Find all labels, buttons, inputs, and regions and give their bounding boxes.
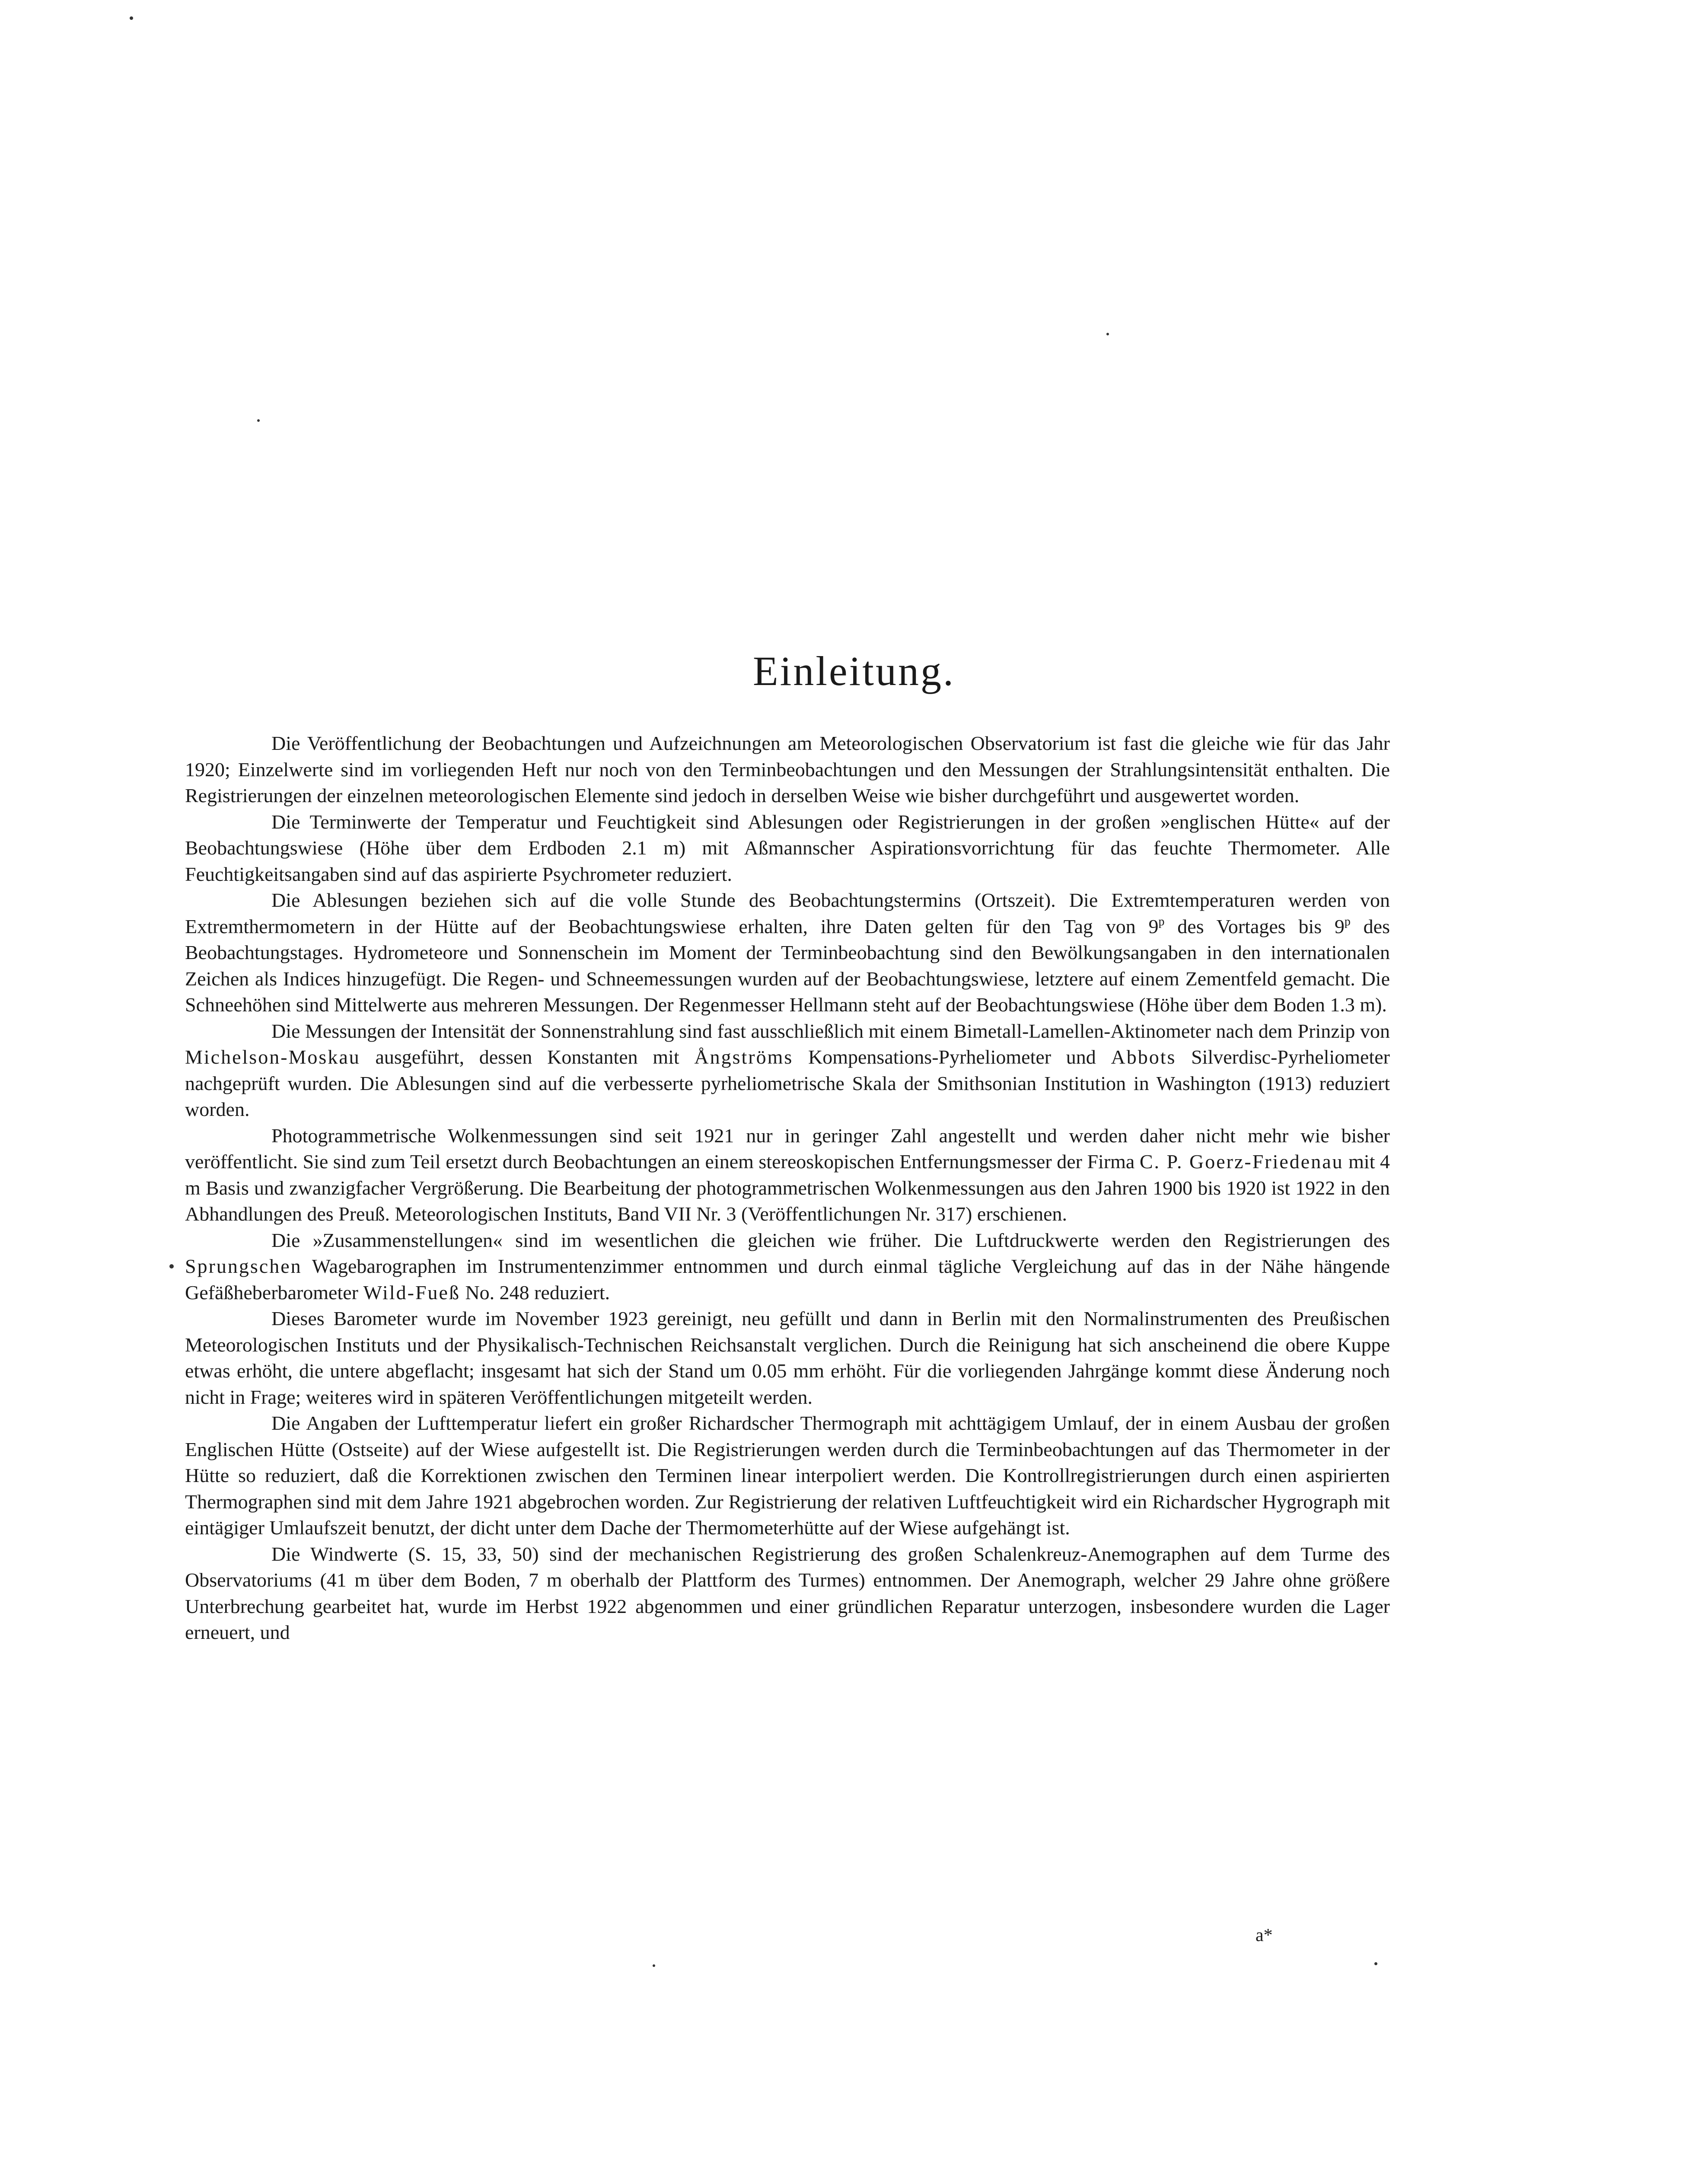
body-text bbox=[185, 730, 1390, 1646]
text-run: des Beobachtungstages. Hydrometeore und Sonnenschein im Moment der Terminbeobachtung sind den Bewölkungsangaben in den internationalen Zeichen als Indices hinzugefügt. Die Regen- und Schneemessungen wurden auf der Beobachtungswiese, letztere auf einem Zementfeld gemacht. Die Schneehöhen sind Mittelwerte aus mehreren Messungen. Der Regenmesser Hellmann steht auf der Beobachtungswiese (Höhe über dem Boden 1.3 m). bbox=[185, 915, 1390, 1016]
paragraph bbox=[185, 730, 1390, 809]
scan-speck bbox=[1374, 1962, 1377, 1965]
text-run: Die Veröffentlichung der Beobachtungen und Aufzeichnungen am Meteorologischen Observatorium ist fast die gleiche wie für das Jahr 1920; Einzelwerte sind im vorliegenden Heft nur noch von den Terminbeobachtungen und den Messungen der Strahlungsintensität enthalten. Die Registrierungen der einzelnen meteorologischen Elemente sind jedoch in derselben Weise wie bisher durchgeführt und ausgewertet worden. bbox=[185, 732, 1390, 806]
text-run: Wagebarographen im Instrumentenzimmer entnommen und durch einmal tägliche Vergleichung auf das in der Nähe hängende Gefäßheberbarometer bbox=[185, 1255, 1390, 1304]
superscript: p bbox=[1344, 915, 1351, 928]
paragraph bbox=[185, 1018, 1390, 1123]
text-run: Die »Zusammenstellungen« sind im wesentlichen die gleichen wie früher. Die Luftdruckwerte werden den Registrierungen des bbox=[271, 1229, 1390, 1251]
text-run: Photogrammetrische Wolkenmessungen sind seit 1921 nur in geringer Zahl angestellt und werden daher nicht mehr wie bisher veröffentlicht. Sie sind zum Teil ersetzt durch Beobachtungen an einem stereoskopischen Entfernungsmesser der Firma bbox=[185, 1124, 1390, 1173]
text-run: ausgeführt, dessen Konstanten mit bbox=[360, 1046, 695, 1068]
spaced-name: Michelson-Moskau bbox=[185, 1046, 360, 1068]
paragraph bbox=[185, 809, 1390, 888]
text-run: mit 4 m Basis und zwanzigfacher Vergrößerung. Die Bearbeitung der photogrammetrischen Wolkenmessungen aus den Jahren 1900 bis 1920 ist 1922 in den Abhandlungen des Preuß. Meteorologischen Instituts, Band VII Nr. 3 (Veröffentlichungen Nr. 317) erschienen. bbox=[185, 1151, 1390, 1225]
paragraph bbox=[185, 1227, 1390, 1306]
text-run: Kompensations-Pyrheliometer und bbox=[793, 1046, 1111, 1068]
spaced-name: Wild-Fueß bbox=[363, 1281, 460, 1304]
scan-speck bbox=[130, 16, 133, 20]
text-run: des Vortages bis 9 bbox=[1164, 915, 1345, 937]
text-run: Die Windwerte (S. 15, 33, 50) sind der mechanischen Registrierung des großen Schalenkreuz-Anemographen auf dem Turme des Observatoriums (41 m über dem Boden, 7 m oberhalb der Plattform des Turmes) entnommen. Der Anemograph, welcher 29 Jahre ohne größere Unterbrechung gearbeitet hat, wurde im Herbst 1922 abgenommen und einer gründlichen Reparatur unterzogen, insbesondere wurden die Lager erneuert, und bbox=[185, 1543, 1390, 1643]
scan-speck bbox=[257, 419, 260, 422]
paragraph bbox=[185, 887, 1390, 1018]
superscript: p bbox=[1158, 915, 1165, 928]
text-run: Die Ablesungen beziehen sich auf die volle Stunde des Beobachtungstermins (Ortszeit). Die Extremtemperaturen werden von Extremthermometern in der Hütte auf der Beobachtungswiese erhalten, ihre Daten gelten für den Tag von 9 bbox=[185, 889, 1390, 937]
text-run: Dieses Barometer wurde im November 1923 gereinigt, neu gefüllt und dann in Berlin mit den Normalinstrumenten des Preußischen Meteorologischen Instituts und der Physikalisch-Technischen Reichsanstalt verglichen. Durch die Reinigung hat sich anscheinend die obere Kuppe etwas erhöht, die untere abgeflacht; insgesamt hat sich der Stand um 0.05 mm erhöht. Für die vorliegenden Jahrgänge kommt diese Änderung noch nicht in Frage; weiteres wird in späteren Veröffentlichungen mitgeteilt werden. bbox=[185, 1307, 1390, 1408]
paragraph bbox=[185, 1541, 1390, 1646]
scan-speck bbox=[169, 1264, 174, 1269]
text-run: Die Angaben der Lufttemperatur liefert ein großer Richardscher Thermograph mit achttägigem Umlauf, der in einem Ausbau der großen Englischen Hütte (Ostseite) auf der Wiese aufgestellt ist. Die Registrierungen werden durch die Terminbeobachtungen auf das Thermometer in der Hütte so reduziert, daß die Korrektionen zwischen den Terminen linear interpoliert werden. Die Kontrollregistrierungen durch einen aspirierten Thermographen sind mit dem Jahre 1921 abgebrochen worden. Zur Registrierung der relativen Luftfeuchtigkeit wird ein Richardscher Hygrograph mit eintägiger Umlaufszeit benutzt, der dicht unter dem Dache der Thermometerhütte auf der Wiese aufgehängt ist. bbox=[185, 1412, 1390, 1539]
spaced-name: Ångströms bbox=[694, 1046, 793, 1068]
signature-mark: a* bbox=[1256, 1925, 1273, 1945]
scan-speck bbox=[653, 1964, 655, 1967]
spaced-name: C. P. Goerz-Friedenau bbox=[1139, 1151, 1344, 1173]
text-run: No. 248 reduziert. bbox=[460, 1281, 610, 1304]
spaced-name: Abbots bbox=[1111, 1046, 1176, 1068]
text-run: Die Messungen der Intensität der Sonnenstrahlung sind fast ausschließlich mit einem Bimetall-Lamellen-Aktinometer nach dem Prinzip von bbox=[271, 1020, 1390, 1042]
paragraph bbox=[185, 1306, 1390, 1410]
text-run: Silverdisc-Pyrheliometer nachgeprüft wurden. Die Ablesungen sind auf die verbesserte pyrheliometrische Skala der Smithsonian Institution in Washington (1913) reduziert worden. bbox=[185, 1046, 1390, 1120]
text-run: Die Terminwerte der Temperatur und Feuchtigkeit sind Ablesungen oder Registrierungen in der großen »englischen Hütte« auf der Beobachtungswiese (Höhe über dem Erdboden 2.1 m) mit Aßmannscher Aspirationsvorrichtung für das feuchte Thermometer. Alle Feuchtigkeitsangaben sind auf das aspirierte Psychrometer reduziert. bbox=[185, 810, 1390, 885]
scan-speck bbox=[1106, 333, 1109, 335]
spaced-name: Sprungschen bbox=[185, 1255, 302, 1277]
paragraph bbox=[185, 1410, 1390, 1541]
page-title: Einleitung. bbox=[753, 648, 955, 694]
paragraph bbox=[185, 1123, 1390, 1227]
